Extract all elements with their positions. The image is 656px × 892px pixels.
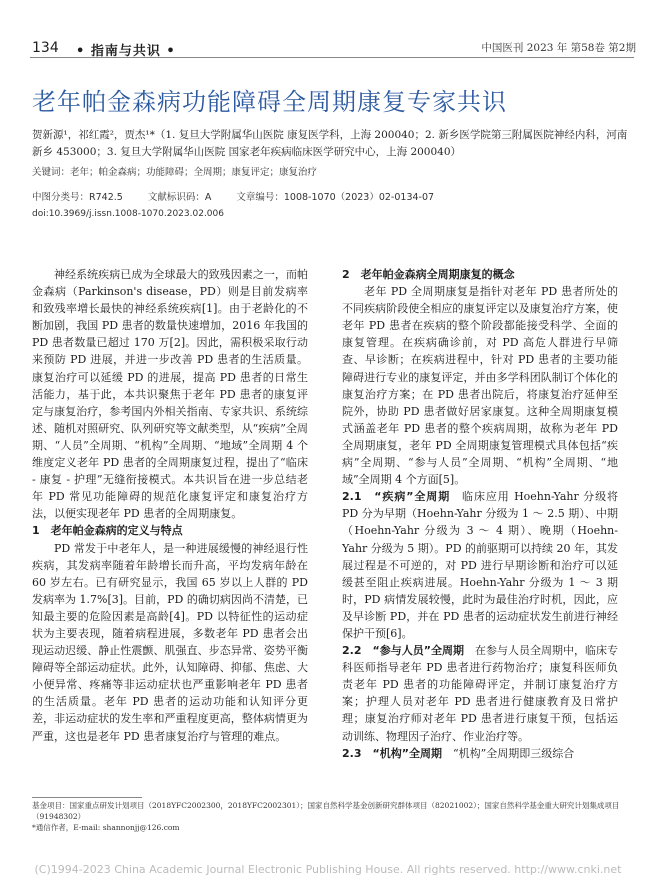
page-number: 134 [32, 40, 59, 56]
article-title: 老年帕金森病功能障碍全周期康复专家共识 [32, 88, 507, 116]
doi-link[interactable]: doi:10.3969/j.issn.1008-1070.2023.02.006 [32, 209, 224, 219]
correspondence-note: *通信作者，E-mail: shannonjj@126.com [32, 823, 180, 832]
left-column [32, 266, 308, 745]
funding-note: 基金项目：国家重点研发计划项目（2018YFC2002300，2018YFC2002301）；国家自然科学基金创新研究群体项目（82021002）；国家自然科学基金重大研究计划集成项目（91948302） [32, 801, 620, 821]
footnotes [32, 800, 632, 833]
section-1-heading: 1 老年帕金森病的定义与特点 [32, 524, 183, 538]
clc-number: 中图分类号：R742.5 [32, 192, 123, 203]
section-2-3-heading: 2.3 “机构”全周期 [342, 746, 442, 760]
keywords: 关键词：老年；帕金森病；功能障碍；全周期；康复评定；康复治疗 [32, 167, 318, 178]
article-id: 文章编号：1008-1070（2023）02-0134-07 [236, 192, 435, 203]
journal-info: 中国医刊 2023 年 第58卷 第2期 [481, 42, 636, 54]
page-header [0, 0, 656, 60]
right-column [342, 266, 618, 762]
document-code: 文献标识码：A [147, 192, 212, 203]
section-2-2-heading: 2.2 “参与人员”全周期 [342, 644, 464, 658]
classification-line [32, 189, 632, 203]
intro-paragraph: 神经系统疾病已成为全球最大的致残因素之一，而帕金森病（Parkinson's disease，PD）则是目前发病率和致残率增长最快的神经系统疾病[1]。由于老龄化的不断加剧，我国 PD 患者的数量快速增加，2016 年我国的 PD 患者数量已超过 170 万[2]。因此，需积极采取行动来预防 PD 进展，并进一步改善 PD 患者的生活质量。康复治疗可以延缓 PD 的进展，提高 PD 患者的日常生活能力，基于此，本共识聚焦于老年 PD 患者的康复评定与康复治疗，参考国内外相关指南、专家共识、系统综述、随机对照研究、队列研究等文献类型，从“疾病”全周期、“人员”全周期、“机构”全周期、“地域”全周期 4 个维度定义老年 PD 患者的全周期康复过程，提出了“临床 - 康复 - 护理”无缝衔接模式。本共识旨在进一步总结老年 PD 常见功能障碍的规范化康复评定和康复治疗方法，以便实现老年 PD 患者的全周期康复。 [32, 268, 308, 521]
section-2-1-heading: 2.1 “疾病”全周期 [342, 490, 451, 504]
footnote-divider [32, 797, 142, 798]
section-2-1-text: 临床应用 Hoehn-Yahr 分级将 PD 分为早期（Hoehn-Yahr 分级为 1 ～ 2.5 期）、中期（Hoehn-Yahr 分级为 3 ～ 4 期）、晚期（Hoehn-Yahr 分级为 5 期）。PD 的前驱期可以持续 20 年，其发展过程是不可逆的，对 PD 进行早期诊断和治疗可以延缓甚至阻止疾病进展。Hoehn-Yahr 分级为 1 ～ 3 期时，PD 病情发展较慢，此时为最佳治疗时机，因此，应及早诊断 PD，并在 PD 患者的运动症状发生前进行神经保护干预[6]。 [342, 490, 619, 640]
section-2-heading: 2 老年帕金森病全周期康复的概念 [342, 268, 515, 281]
header-divider [30, 57, 634, 58]
copyright-footer: (C)1994-2023 China Academic Journal Electronic Publishing House. All rights reserved. http://www.cnki.net [34, 863, 622, 876]
section-2-2-text: 在参与人员全周期中，临床专科医师指导老年 PD 患者进行药物治疗；康复科医师负责老年 PD 患者的功能障碍评定，并制订康复治疗方案；护理人员对老年 PD 患者进行健康教育及日常护理；康复治疗师对老年 PD 患者进行康复干预，包括运动训练、物理因子治疗、作业治疗等。 [342, 644, 619, 743]
section-2-paragraph: 老年 PD 全周期康复是指针对老年 PD 患者所处的不同疾病阶段使全相应的康复评定以及康复治疗方案，使老年 PD 患者在疾病的整个阶段都能接受科学、全面的康复管理。在疾病确诊前，对 PD 高危人群进行早筛查、早诊断；在疾病进程中，针对 PD 患者的主要功能障碍进行专业的康复评定，并由多学科团队制订个体化的康复治疗方案；在 PD 患者出院后，将康复治疗延伸至院外，协助 PD 患者做好居家康复。这种全周期康复模式涵盖老年 PD 患者的整个疾病周期，故称为老年 PD 全周期康复，老年 PD 全周期康复管理模式具体包括“疾病”全周期、“参与人员”全周期、“机构”全周期、“地域”全周期 4 个方面[5]。 [342, 285, 618, 487]
section-1-paragraph: PD 常发于中老年人，是一种进展缓慢的神经退行性疾病，其发病率随着年龄增长而升高，平均发病年龄在 60 岁左右。已有研究显示，我国 65 岁以上人群的 PD 发病率为 1.7%[3]。目前，PD 的确切病因尚不清楚，已知最主要的危险因素是高龄[4]。PD 以特征性的运动症状为主要表现，随着病程进展，多数老年 PD 患者会出现运动迟缓、静止性震颤、肌强直、步态异常、姿势平衡障碍等全部运动症状。此外，认知障碍、抑郁、焦虑、大小便异常、疼痛等非运动症状也严重影响老年 PD 患者的生活质量。老年 PD 患者的运动功能和认知评分更差，非运动症状的发生率和严重程度更高，整体病情更为严重，这也是老年 PD 患者康复治疗与管理的难点。 [32, 541, 308, 743]
section-label: • 指南与共识 • [76, 44, 176, 59]
author-affiliations: 贺新源¹，祁红霞²，贾杰¹*（1. 复旦大学附属华山医院 康复医学科，上海 200040；2. 新乡医学院第三附属医院神经内科，河南 新乡 453000；3. 复旦大学附属华山医院 国家老年疾病临床医学研究中心，上海 200040） [32, 129, 628, 158]
section-2-3-text: “机构”全周期即三级综合 [452, 746, 575, 760]
